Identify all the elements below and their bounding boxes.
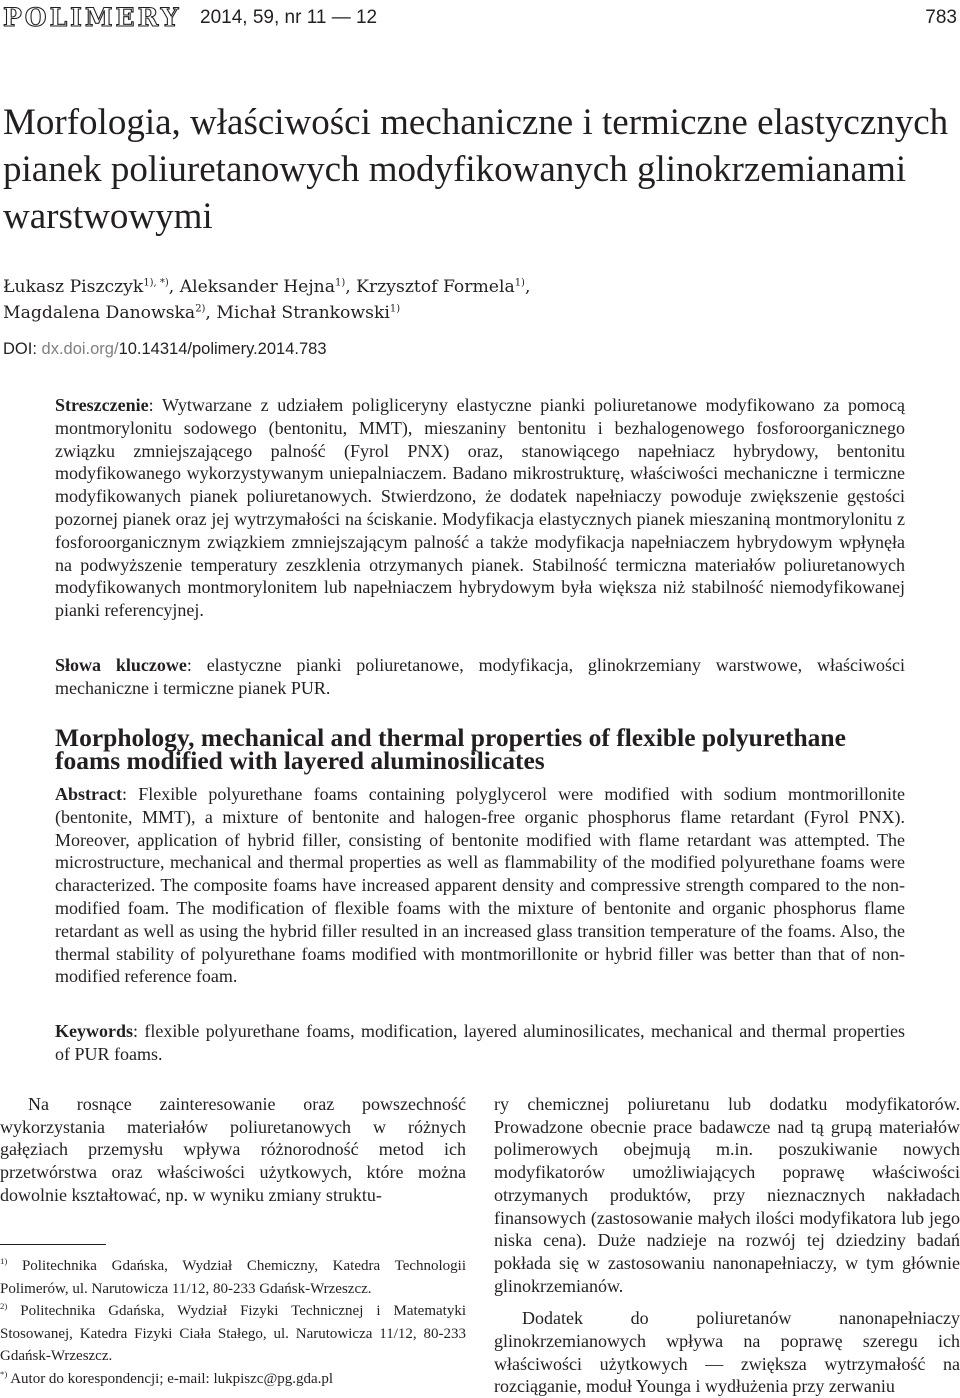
author-affiliation: 2) [195, 303, 206, 315]
doi-prefix: dx.doi.org/ [41, 340, 119, 358]
slowa-kluczowe: Słowa kluczowe: elastyczne pianki poliuretanowe, modyfikacja, glinokrzemiany warstwowe, właściwości mechaniczne i termiczne pianek PUR. [55, 655, 905, 698]
author-name: Magdalena Danowska [3, 303, 196, 323]
footnote-text: Politechnika Gdańska, Wydział Fizyki Technicznej i Matematyki Stosowanej, Katedra Fizyki Ciała Stałego, ul. Narutowicza 11/12, 80-233 Gdańsk-Wrzeszcz. [0, 1303, 467, 1365]
slowa-kluczowe-text: elastyczne pianki poliuretanowe, modyfikacja, glinokrzemiany warstwowe, właściwości mechaniczne i termiczne pianek PUR. [55, 655, 905, 698]
author-name: Aleksander Hejna [179, 277, 335, 297]
doi-label: DOI: [3, 340, 37, 358]
body-column-right [494, 1093, 960, 1398]
author-affiliation: 1) [335, 277, 346, 289]
page-number: 783 [925, 7, 957, 28]
footnote-text: Politechnika Gdańska, Wydział Chemiczny, Katedra Technologii Polimerów, ul. Narutowicza 11/12, 80-233 Gdańsk-Wrzeszcz. [0, 1258, 467, 1297]
abstract: Abstract: Flexible polyurethane foams containing polyglycerol were modified with sodium montmorillonite (bentonite, MMT), a mixture of bentonite and halogen-free organic phosphorus flame retardant (Fyrol PNX). Moreover, application of hybrid filler, consisting of bentonite modified with flame retardant was attempted. The microstructure, mechanical and thermal properties as well as flammability of the modified polyurethane foams were characterized. The composite foams have increased apparent density and compressive strength compared to the non-modified foam. The modification of flexible foams with the mixture of bentonite and organic phosphorus flame retardant as well as using the hybrid filler resulted in an increased glass transition temperature of the foams. Also, the thermal stability of polyurethane foams modified with montmorillonite or hybrid filler was better than that of non-modified reference foam. [55, 784, 905, 987]
body-paragraph: ry chemicznej poliuretanu lub dodatku modyfikatorów. Prowadzone obecnie prace badawcze nad tą grupą materiałów polimerowych obejmują m.in. poszukiwanie nowych modyfikatorów umożliwiających poprawę właściwości otrzymanych produktów, przy nieznacznych nakładach finansowych (zastosowanie małych ilości modyfikatora lub jego niska cena). Duże nadzieje na rozwój tej dziedziny badań pokłada się w zastosowaniu nanonapełniaczy, w tym głównie glinokrzemianów. [494, 1094, 960, 1296]
body-paragraph: Dodatek do poliuretanów nanonapełniaczy glinokrzemianowych wpływa na poprawę szeregu ich właściwości użytkowych — zwiększa wytrzymałość na rozciąganie, moduł Younga i wydłużenia przy zerwaniu [494, 1308, 960, 1397]
author-affiliation: 1) [514, 277, 525, 289]
footnote [0, 1255, 466, 1300]
article-title: Morfologia, właściwości mechaniczne i termiczne elastycznych pianek poliuretanowych modyfikowanych glinokrzemianami warstwowymi [3, 102, 949, 237]
streszczenie-label: Streszczenie [55, 395, 149, 415]
body-paragraph: Na rosnące zainteresowanie oraz powszechność wykorzystania materiałów poliuretanowych w różnych gałęziach przemysłu wpływa różnorodność metod ich przetwórstwa oraz właściwości użytkowych, które można dowolnie kształtować, np. w wyniku zmiany struktu- [0, 1094, 466, 1205]
journal-name: POLIMERY [3, 3, 182, 32]
doi [3, 338, 327, 360]
author-affiliation: 1), *) [143, 277, 169, 289]
keywords-label: Keywords [55, 1021, 133, 1041]
footnote [0, 1300, 466, 1368]
abstract-label: Abstract [55, 784, 122, 804]
issue-info: 2014, 59, nr 11 — 12 [200, 7, 378, 28]
author-name: Krzysztof Formela [356, 277, 515, 297]
abstract-text: Flexible polyurethane foams containing polyglycerol were modified with sodium montmorillonite (bentonite, MMT), a mixture of bentonite and halogen-free organic phosphorus flame retardant (Fyrol PNX). Moreover, application of hybrid filler, consisting of bentonite modified with flame retardant was attempted. The microstructure, mechanical and thermal properties as well as flammability of the modified polyurethane foams were characterized. The composite foams have increased apparent density and compressive strength compared to the non-modified foam. The modification of flexible foams with the mixture of bentonite and organic phosphorus flame retardant as well as using the hybrid filler resulted in an increased glass transition temperature of the foams. Also, the thermal stability of polyurethane foams modified with montmorillonite or hybrid filler was better than that of non-modified reference foam. [55, 784, 905, 987]
streszczenie: Streszczenie: Wytwarzane z udziałem poligliceryny elastyczne pianki poliuretanowe modyfikowano za pomocą montmorylonitu sodowego (bentonitu, MMT), mieszaniny bentonitu i bezhalogenowego fosforoorganicznego związku zmniejszającego palność (Fyrol PNX) oraz, stanowiącego napełniacz hybrydowy, bentonitu modyfikowanego wykorzystywanym uniepalniaczem. Badano mikrostrukturę, właściwości mechaniczne i termiczne modyfikowanych pianek poliuretanowych. Stwierdzono, że dodatek napełniaczy powoduje zwiększenie gęstości pozornej pianek oraz jej wytrzymałości na ściskanie. Modyfikacja elastycznych pianek mieszaniną montmorylonitu z fosforoorganicznym związkiem zmniejszającym palność a także modyfikacja napełniaczem hybrydowym wpłynęła na podwyższenie temperatury zeszklenia otrzymanych pianek. Stabilność termiczna materiałów poliuretanowych modyfikowanych montmorylonitem lub napełniaczem hybrydowym była większa niż stabilność niemodyfikowanej pianki referencyjnej. [55, 395, 905, 621]
streszczenie-text: Wytwarzane z udziałem poligliceryny elastyczne pianki poliuretanowe modyfikowano za pomocą montmorylonitu sodowego (bentonitu, MMT), mieszaniny bentonitu i bezhalogenowego fosforoorganicznego związku zmniejszającego palność (Fyrol PNX) oraz, stanowiącego napełniacz hybrydowy, bentonitu modyfikowanego wykorzystywanym uniepalniaczem. Badano mikrostrukturę, właściwości mechaniczne i termiczne modyfikowanych pianek poliuretanowych. Stwierdzono, że dodatek napełniaczy powoduje zwiększenie gęstości pozornej pianek oraz jej wytrzymałości na ściskanie. Modyfikacja elastycznych pianek mieszaniną montmorylonitu z fosforoorganicznym związkiem zmniejszającym palność a także modyfikacja napełniaczem hybrydowym wpłynęła na podwyższenie temperatury zeszklenia otrzymanych pianek. Stabilność termiczna materiałów poliuretanowych modyfikowanych montmorylonitem lub napełniaczem hybrydowym była większa niż stabilność niemodyfikowanej pianki referencyjnej. [55, 395, 905, 621]
footnote [0, 1368, 466, 1391]
footnote-text[interactable]: Autor do korespondencji; e-mail: lukpiszc@pg.gda.pl [10, 1370, 334, 1387]
footnote-separator [0, 1244, 106, 1245]
author-affiliation: 1) [389, 303, 401, 315]
author-name: Michał Strankowski [216, 303, 390, 323]
body-column-left [0, 1093, 466, 1207]
keywords-text: flexible polyurethane foams, modification, layered aluminosilicates, mechanical and thermal properties of PUR foams. [55, 1021, 905, 1064]
footnote-mark: *) [0, 1368, 8, 1379]
footnote-mark: 1) [0, 1256, 8, 1266]
doi-link[interactable]: 10.14314/polimery.2014.783 [118, 340, 327, 358]
author-name: Łukasz Piszczyk [3, 277, 144, 297]
english-title: Morphology, mechanical and thermal properties of flexible polyurethane foams modified with layered aluminosilicates [55, 723, 846, 775]
slowa-kluczowe-label: Słowa kluczowe [55, 655, 187, 675]
author-list: Łukasz Piszczyk$^{1), *)}$, Aleksander Hejna$^{1)}$, Krzysztof Formela$^{1)}$, Magdalena Danowska$^{2)}$, Michał Strankowski$^{1)}$ [3, 277, 531, 323]
footnotes [0, 1255, 466, 1391]
footnote-mark: 2) [0, 1301, 8, 1312]
keywords: Keywords: flexible polyurethane foams, modification, layered aluminosilicates, mechanical and thermal properties of PUR foams. [55, 1021, 905, 1064]
